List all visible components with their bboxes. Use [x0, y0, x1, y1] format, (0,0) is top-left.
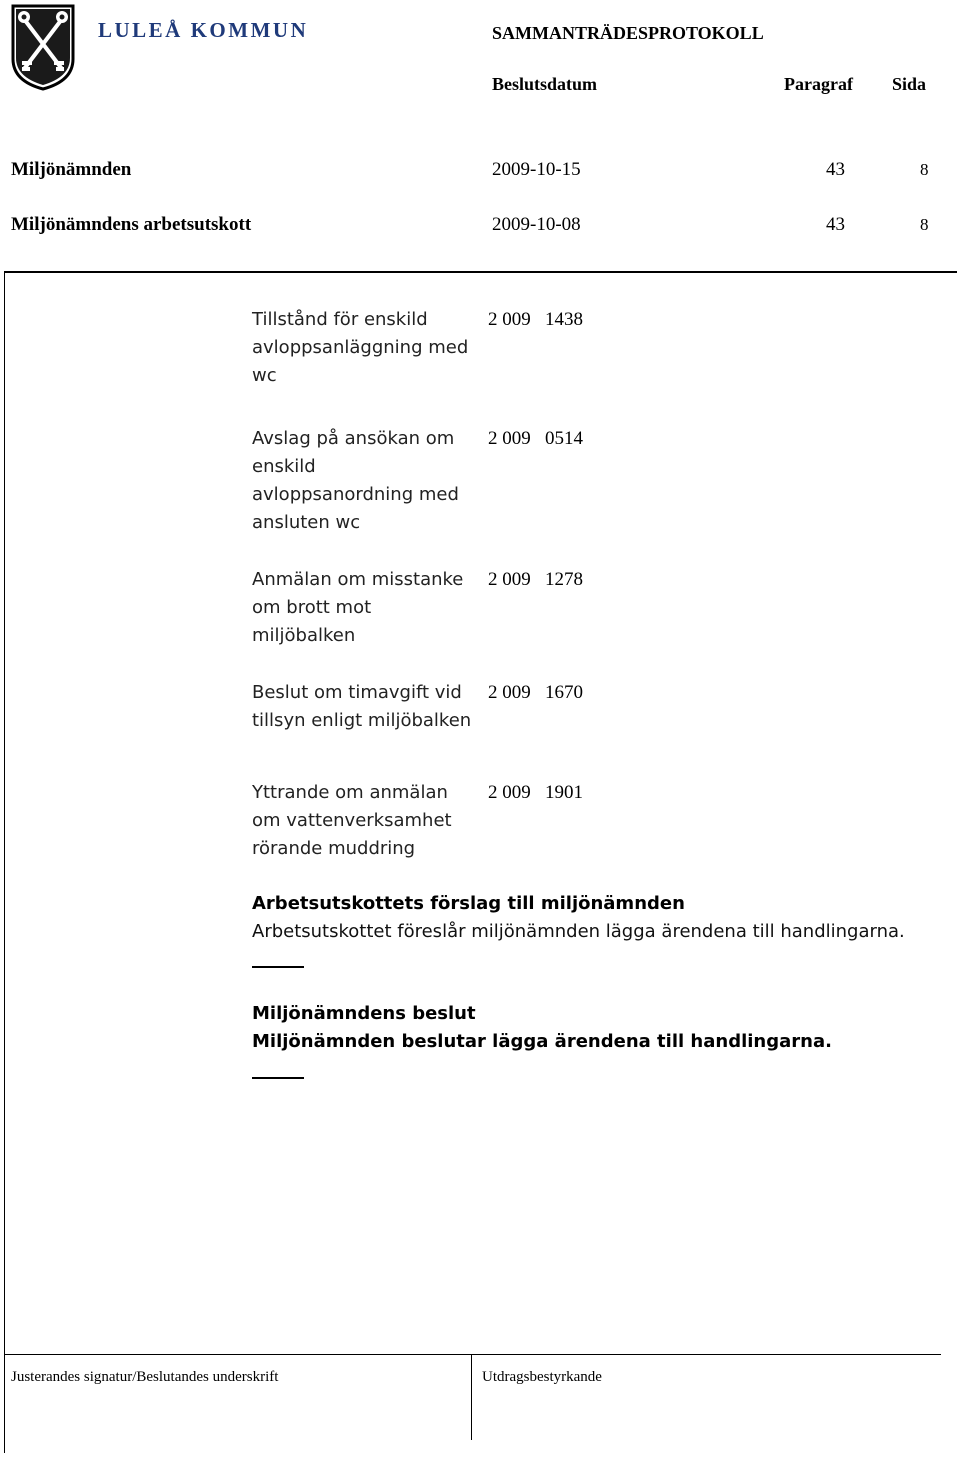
item-title: Beslut om timavgift vid tillsyn enligt miljöbalken	[252, 682, 472, 731]
meeting-body: Miljönämnden	[11, 159, 132, 180]
meeting-body: Miljönämndens arbetsutskott	[11, 214, 252, 235]
brand-name: LULEÅ KOMMUN	[98, 18, 309, 42]
column-header-date: Beslutsdatum	[492, 74, 598, 94]
meeting-page: 8	[920, 160, 929, 179]
meeting-page: 8	[920, 215, 929, 234]
meeting-date: 2009-10-08	[492, 214, 581, 235]
column-header-page: Sida	[892, 74, 927, 94]
item-number: 2 009 0514	[488, 428, 583, 449]
item-title: Tillstånd för enskild avloppsanläggning med wc	[252, 309, 469, 386]
meeting-paragraph: 43	[826, 214, 845, 235]
certifier-label: Utdragsbestyrkande	[482, 1369, 602, 1385]
footer-column-divider	[471, 1354, 472, 1440]
item-number: 2 009 1278	[488, 569, 583, 590]
item-title: Avslag på ansökan om enskild avloppsanordning med ansluten wc	[252, 428, 459, 533]
meeting-date: 2009-10-15	[492, 159, 581, 180]
proposal-text: Arbetsutskottet föreslår miljönämnden lägga ärendena till handlingarna.	[252, 921, 905, 942]
separator-line	[252, 966, 304, 968]
decision-text: Miljönämnden beslutar lägga ärendena till handlingarna.	[252, 1031, 832, 1052]
meeting-paragraph: 43	[826, 159, 845, 180]
proposal-heading: Arbetsutskottets förslag till miljönämnden	[252, 893, 685, 914]
item-title: Yttrande om anmälan om vattenverksamhet rörande muddring	[252, 782, 452, 859]
lulea-coat-of-arms-icon	[10, 3, 76, 91]
document-type: SAMMANTRÄDESPROTOKOLL	[492, 23, 764, 43]
footer-divider	[4, 1354, 941, 1355]
signature-label: Justerandes signatur/Beslutandes underskrift	[11, 1369, 279, 1385]
item-title: Anmälan om misstanke om brott mot miljöbalken	[252, 569, 464, 646]
decision-heading: Miljönämndens beslut	[252, 1003, 476, 1024]
column-header-paragraph: Paragraf	[784, 74, 853, 94]
content-frame	[4, 271, 957, 1453]
item-number: 2 009 1438	[488, 309, 583, 330]
item-number: 2 009 1670	[488, 682, 583, 703]
item-number: 2 009 1901	[488, 782, 583, 803]
separator-line	[252, 1077, 304, 1079]
